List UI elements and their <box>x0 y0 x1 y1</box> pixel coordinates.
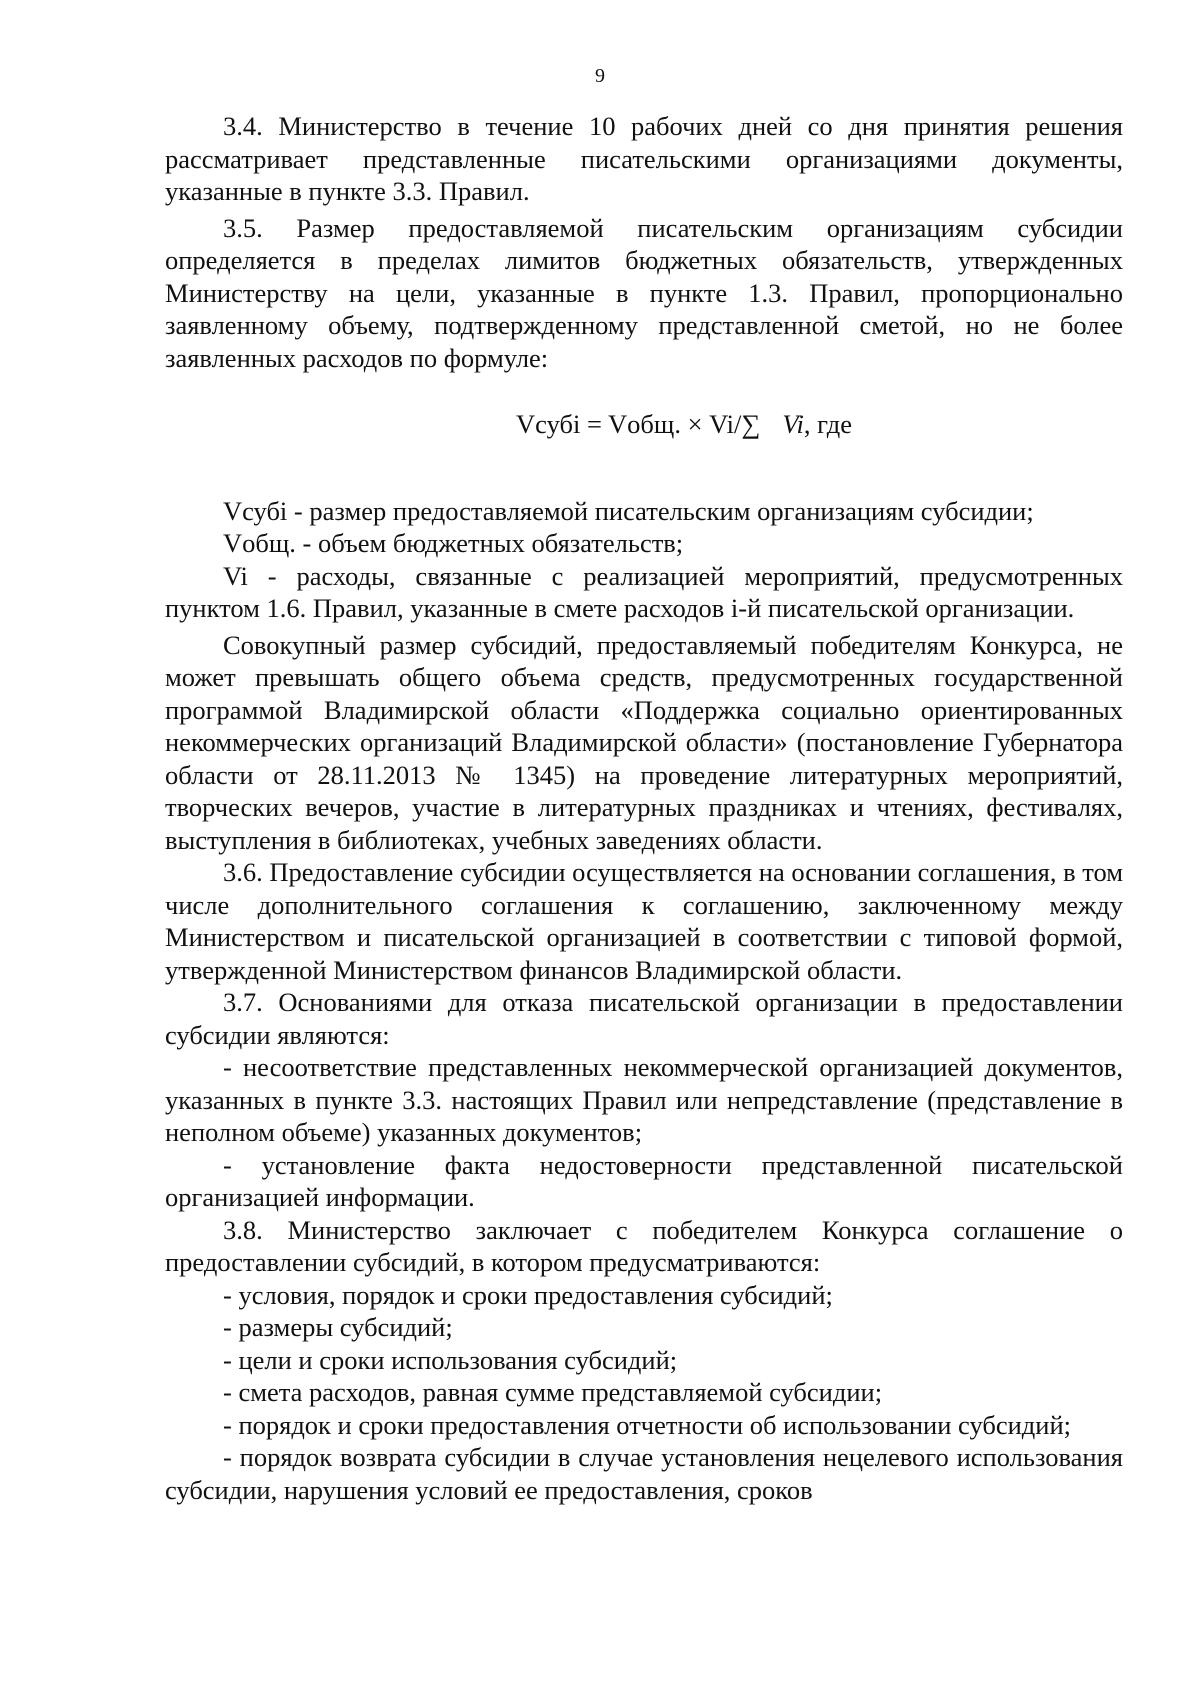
list-item: - порядок и сроки предоставления отчетности об использовании субсидий; <box>223 1409 1071 1440</box>
formula-vi: Vi <box>782 409 804 439</box>
list-item: - цели и сроки использования субсидий; <box>223 1344 678 1375</box>
paragraph-3-5: 3.5. Размер предоставляемой писательским организациям субсидии определяется в пределах лимитов бюджетных обязательств, утвержденных Министерству на цели, указанные в пункте 1.3. Правил, пропорционально заявленному объему, подтвержденному представленной сметой, но не более заявленных расходов по формуле: <box>165 212 1123 373</box>
list-item: - несоответствие представленных некоммерческой организацией документов, указанных в пункте 3.3. настоящих Правил или непредставление (представление в неполном объеме) указанных документов; <box>165 1052 1123 1147</box>
paragraph-3-4: 3.4. Министерство в течение 10 рабочих дней со дня принятия решения рассматривает представленные писательскими организациями документы, указанные в пункте 3.3. Правил. <box>165 111 1123 206</box>
document-body <box>165 110 1123 1506</box>
formula <box>165 408 1123 441</box>
paragraph-aggregate-subsidy: Совокупный размер субсидий, предоставляемый победителям Конкурса, не может превышать общего объема средств, предусмотренных государственной программой Владимирской области «Поддержка социально ориентированных некоммерческих организаций Владимирской области» (постановление Губернатора области от 28.11.2013 № 1345) на проведение литературных мероприятий, творческих вечеров, участие в литературных праздниках и чтениях, фестивалях, выступления в библиотеках, учебных заведениях области. <box>165 629 1123 855</box>
list-item: - условия, порядок и сроки предоставления субсидий; <box>223 1279 833 1310</box>
formula-end: , где <box>803 409 852 439</box>
list-item: - смета расходов, равная сумме представляемой субсидии; <box>223 1377 883 1407</box>
list-item: - установление факта недостоверности представленной писательской организацией информации. <box>165 1149 1123 1212</box>
definition-vobsh: Vобщ. - объем бюджетных обязательств; <box>223 528 684 558</box>
list-item: - размеры субсидий; <box>223 1312 453 1342</box>
paragraph-3-7: 3.7. Основаниями для отказа писательской организации в предоставлении субсидии являются: <box>165 987 1123 1050</box>
page-number: 9 <box>595 65 605 87</box>
paragraph-3-6: 3.6. Предоставление субсидии осуществляется на основании соглашения, в том числе дополнительного соглашения к соглашению, заключенному между Министерством и писательской организацией в соответствии с типовой формой, утвержденной Министерством финансов Владимирской области. <box>165 857 1123 985</box>
paragraph-3-8: 3.8. Министерство заключает с победителем Конкурса соглашение о предоставлении субсидий, в котором предусматриваются: <box>165 1214 1123 1277</box>
formula-main: Vсубi = Vобщ. × Vi/∑ <box>516 409 761 439</box>
definition-vsub: Vсубi - размер предоставляемой писательским организациям субсидии; <box>223 495 1034 526</box>
definition-vi: Vi - расходы, связанные с реализацией мероприятий, предусмотренных пунктом 1.6. Правил, указанные в смете расходов i-й писательской организации. <box>165 560 1123 623</box>
list-item: - порядок возврата субсидии в случае установления нецелевого использования субсидии, нарушения условий ее предоставления, сроков <box>165 1442 1123 1505</box>
